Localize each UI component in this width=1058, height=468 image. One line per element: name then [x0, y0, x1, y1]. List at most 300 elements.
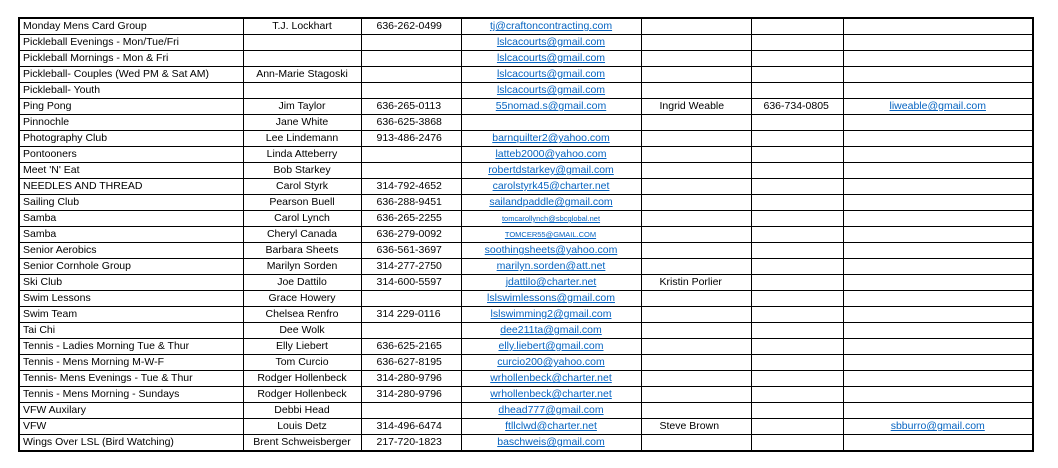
- second-phone-cell: [751, 323, 843, 339]
- contact-name-cell: [243, 51, 361, 67]
- second-contact-cell: [641, 18, 751, 35]
- email-link[interactable]: lslswimming2@gmail.com: [490, 308, 612, 320]
- group-name-cell: [19, 147, 243, 163]
- email-link[interactable]: lslswimlessons@gmail.com: [487, 292, 615, 304]
- second-contact-cell: [641, 291, 751, 307]
- second-phone-cell: [751, 307, 843, 323]
- second-email-cell: [843, 419, 1033, 435]
- second-phone-cell: [751, 371, 843, 387]
- contact-name-cell: [243, 435, 361, 452]
- contact-name-cell: [243, 67, 361, 83]
- phone-cell: [361, 291, 461, 307]
- second-phone-cell: [751, 227, 843, 243]
- group-name-text: Tennis - Ladies Morning Tue & Thur: [23, 340, 190, 352]
- contact-name-cell: [243, 115, 361, 131]
- group-name-cell: [19, 419, 243, 435]
- group-name-text: VFW Auxilary: [23, 404, 87, 416]
- phone-cell: [361, 323, 461, 339]
- contact-name-cell: [243, 355, 361, 371]
- second-phone-cell: [751, 163, 843, 179]
- second-contact-cell: [641, 163, 751, 179]
- email-link[interactable]: lslcacourts@gmail.com: [496, 52, 606, 64]
- email-cell: [461, 323, 641, 339]
- email-cell: [461, 243, 641, 259]
- group-name-cell: [19, 131, 243, 147]
- phone-text: 913-486-2476: [376, 132, 442, 144]
- contact-name-cell: [243, 195, 361, 211]
- second-email-cell: [843, 371, 1033, 387]
- contact-name-text: Elly Liebert: [276, 340, 328, 352]
- contact-name-cell: [243, 275, 361, 291]
- group-name-text: Pinnochle: [23, 116, 70, 128]
- email-cell: [461, 227, 641, 243]
- email-cell: [461, 275, 641, 291]
- contact-name-text: T.J. Lockhart: [272, 20, 332, 32]
- second-contact-cell: [641, 371, 751, 387]
- email-cell: [461, 163, 641, 179]
- email-cell: [461, 51, 641, 67]
- email-cell: [461, 99, 641, 115]
- table-row: [19, 307, 1033, 323]
- group-name-cell: [19, 307, 243, 323]
- second-contact-cell: [641, 51, 751, 67]
- second-email-cell: [843, 259, 1033, 275]
- group-name-cell: [19, 35, 243, 51]
- contact-table: [18, 17, 1034, 452]
- group-name-cell: [19, 355, 243, 371]
- second-email-cell: [843, 147, 1033, 163]
- second-phone-cell: [751, 115, 843, 131]
- table-row: [19, 291, 1033, 307]
- second-contact-cell: [641, 275, 751, 291]
- contact-name-cell: [243, 227, 361, 243]
- group-name-cell: [19, 115, 243, 131]
- group-name-text: Wings Over LSL (Bird Watching): [23, 436, 174, 448]
- second-email-cell: [843, 291, 1033, 307]
- second-phone-cell: [751, 131, 843, 147]
- group-name-cell: [19, 67, 243, 83]
- phone-text: 636-262-0499: [376, 20, 442, 32]
- table-row: [19, 243, 1033, 259]
- email-cell: [461, 195, 641, 211]
- table-row: [19, 131, 1033, 147]
- email-cell: [461, 18, 641, 35]
- table-row: [19, 51, 1033, 67]
- contact-name-text: Carol Lynch: [274, 212, 330, 224]
- group-name-text: Pickleball- Couples (Wed PM & Sat AM): [23, 68, 209, 80]
- group-name-text: Ping Pong: [23, 100, 72, 112]
- second-contact-cell: [641, 99, 751, 115]
- group-name-text: Tai Chi: [23, 324, 56, 336]
- phone-text: 636-627-8195: [376, 356, 442, 368]
- phone-text: 217-720-1823: [376, 436, 442, 448]
- email-cell: [461, 403, 641, 419]
- contact-name-cell: [243, 307, 361, 323]
- table-row: [19, 275, 1033, 291]
- contact-name-text: Joe Dattilo: [277, 276, 327, 288]
- contact-name-cell: [243, 243, 361, 259]
- second-phone-cell: [751, 195, 843, 211]
- second-email-cell: [843, 387, 1033, 403]
- group-name-text: Pickleball Evenings - Mon/Tue/Fri: [23, 36, 180, 48]
- group-name-text: Swim Lessons: [23, 292, 91, 304]
- phone-cell: [361, 163, 461, 179]
- contact-name-cell: [243, 163, 361, 179]
- contact-name-cell: [243, 403, 361, 419]
- group-name-cell: [19, 163, 243, 179]
- phone-text: 636-265-0113: [376, 100, 442, 112]
- contact-name-cell: [243, 18, 361, 35]
- phone-cell: [361, 275, 461, 291]
- second-phone-cell: [751, 147, 843, 163]
- table-row: [19, 387, 1033, 403]
- email-cell: [461, 307, 641, 323]
- phone-text: 636-625-3868: [376, 116, 442, 128]
- email-link[interactable]: latteb2000@yahoo.com: [495, 148, 607, 160]
- phone-cell: [361, 307, 461, 323]
- contact-name-text: Rodger Hollenbeck: [257, 388, 347, 400]
- second-phone-cell: [751, 275, 843, 291]
- second-contact-cell: [641, 435, 751, 452]
- second-email-cell: [843, 403, 1033, 419]
- group-name-text: Meet 'N' Eat: [23, 164, 80, 176]
- second-phone-cell: [751, 67, 843, 83]
- email-link[interactable]: marilyn.sorden@att.net: [496, 260, 606, 272]
- phone-cell: [361, 387, 461, 403]
- email-cell: [461, 83, 641, 99]
- phone-text: 636-625-2165: [376, 340, 442, 352]
- group-name-text: Tennis - Mens Morning - Sundays: [23, 388, 180, 400]
- contact-name-cell: [243, 259, 361, 275]
- contact-name-text: Chelsea Renfro: [265, 308, 339, 320]
- email-link[interactable]: sailandpaddle@gmail.com: [489, 196, 613, 208]
- contact-name-text: Grace Howery: [268, 292, 336, 304]
- second-contact-cell: [641, 339, 751, 355]
- group-name-text: Tennis- Mens Evenings - Tue & Thur: [23, 372, 193, 384]
- group-name-text: VFW: [23, 420, 47, 432]
- second-email-cell: [843, 51, 1033, 67]
- second-email-cell: [843, 355, 1033, 371]
- second-contact-text: Steve Brown: [659, 420, 720, 432]
- email-cell: [461, 259, 641, 275]
- group-name-text: Pickleball Mornings - Mon & Fri: [23, 52, 169, 64]
- second-contact-cell: [641, 227, 751, 243]
- second-phone-cell: [751, 18, 843, 35]
- group-name-text: Senior Cornhole Group: [23, 260, 131, 272]
- group-name-text: Photography Club: [23, 132, 108, 144]
- second-email-cell: [843, 163, 1033, 179]
- second-phone-cell: [751, 339, 843, 355]
- phone-cell: [361, 147, 461, 163]
- email-cell: [461, 435, 641, 452]
- contact-name-cell: [243, 339, 361, 355]
- contact-name-cell: [243, 179, 361, 195]
- contact-name-cell: [243, 147, 361, 163]
- group-name-cell: [19, 18, 243, 35]
- phone-text: 314 229-0116: [376, 308, 441, 320]
- second-contact-cell: [641, 403, 751, 419]
- table-row: [19, 67, 1033, 83]
- phone-cell: [361, 18, 461, 35]
- second-email-cell: [843, 243, 1033, 259]
- second-phone-cell: [751, 259, 843, 275]
- phone-cell: [361, 115, 461, 131]
- second-phone-cell: [751, 99, 843, 115]
- second-email-cell: [843, 18, 1033, 35]
- second-phone-cell: [751, 83, 843, 99]
- contact-name-cell: [243, 211, 361, 227]
- phone-text: 314-277-2750: [376, 260, 442, 272]
- email-link[interactable]: jdattilo@charter.net: [505, 276, 597, 288]
- second-contact-cell: [641, 419, 751, 435]
- second-email-cell: [843, 179, 1033, 195]
- group-name-cell: [19, 435, 243, 452]
- phone-text: 636-561-3697: [376, 244, 442, 256]
- contact-name-text: Louis Detz: [277, 420, 327, 432]
- email-cell: [461, 179, 641, 195]
- table-row: [19, 371, 1033, 387]
- table-row: [19, 163, 1033, 179]
- group-name-text: NEEDLES AND THREAD: [23, 180, 143, 192]
- second-phone-cell: [751, 419, 843, 435]
- group-name-cell: [19, 291, 243, 307]
- table-row: [19, 115, 1033, 131]
- second-email-cell: [843, 131, 1033, 147]
- second-email-cell: [843, 83, 1033, 99]
- group-name-text: Swim Team: [23, 308, 78, 320]
- group-name-cell: [19, 371, 243, 387]
- second-email-cell: [843, 275, 1033, 291]
- email-cell: [461, 355, 641, 371]
- second-email-cell: [843, 211, 1033, 227]
- email-link[interactable]: TOMCER55@GMAIL.COM: [504, 230, 597, 239]
- group-name-text: Pontooners: [23, 148, 77, 160]
- email-link[interactable]: wrhollenbeck@charter.net: [490, 388, 612, 400]
- email-link[interactable]: dhead777@gmail.com: [498, 404, 604, 416]
- second-phone-cell: [751, 355, 843, 371]
- second-phone-cell: [751, 179, 843, 195]
- email-link[interactable]: robertdstarkey@gmail.com: [488, 164, 614, 176]
- contact-name-cell: [243, 35, 361, 51]
- email-cell: [461, 291, 641, 307]
- email-link[interactable]: lslcacourts@gmail.com: [496, 84, 606, 96]
- second-contact-cell: [641, 147, 751, 163]
- group-name-cell: [19, 195, 243, 211]
- second-contact-cell: [641, 243, 751, 259]
- contact-name-text: Barbara Sheets: [265, 244, 339, 256]
- phone-cell: [361, 243, 461, 259]
- table-row: [19, 355, 1033, 371]
- table-row: [19, 403, 1033, 419]
- contact-name-cell: [243, 99, 361, 115]
- second-phone-cell: [751, 211, 843, 227]
- table-row: [19, 339, 1033, 355]
- email-link[interactable]: dee211ta@gmail.com: [500, 324, 602, 336]
- email-cell: [461, 147, 641, 163]
- email-link[interactable]: sbburro@gmail.com: [890, 420, 985, 432]
- phone-cell: [361, 99, 461, 115]
- second-email-cell: [843, 323, 1033, 339]
- phone-cell: [361, 227, 461, 243]
- contact-name-text: Dee Wolk: [279, 324, 325, 336]
- table-row: [19, 211, 1033, 227]
- group-name-cell: [19, 99, 243, 115]
- phone-cell: [361, 131, 461, 147]
- second-contact-cell: [641, 259, 751, 275]
- contact-name-text: Rodger Hollenbeck: [257, 372, 347, 384]
- email-link[interactable]: tomcarollynch@sbcglobal.net: [501, 214, 601, 223]
- contact-name-text: Ann-Marie Stagoski: [256, 68, 348, 80]
- contact-name-text: Lee Lindemann: [265, 132, 339, 144]
- group-name-cell: [19, 227, 243, 243]
- email-cell: [461, 131, 641, 147]
- group-name-text: Senior Aerobics: [23, 244, 97, 256]
- contact-name-cell: [243, 83, 361, 99]
- table-row: [19, 83, 1033, 99]
- group-name-text: Ski Club: [23, 276, 63, 288]
- group-name-text: Samba: [23, 212, 57, 224]
- table-row: [19, 323, 1033, 339]
- email-link[interactable]: carolstyrk45@charter.net: [492, 180, 610, 192]
- second-contact-cell: [641, 67, 751, 83]
- second-email-cell: [843, 307, 1033, 323]
- table-row: [19, 147, 1033, 163]
- contact-name-text: Cheryl Canada: [266, 228, 338, 240]
- second-email-cell: [843, 99, 1033, 115]
- group-name-text: Monday Mens Card Group: [23, 20, 147, 32]
- second-contact-cell: [641, 307, 751, 323]
- phone-cell: [361, 259, 461, 275]
- table-row: [19, 18, 1033, 35]
- second-email-cell: [843, 339, 1033, 355]
- phone-cell: [361, 435, 461, 452]
- phone-cell: [361, 403, 461, 419]
- email-cell: [461, 339, 641, 355]
- email-cell: [461, 371, 641, 387]
- second-email-cell: [843, 227, 1033, 243]
- email-link[interactable]: liweable@gmail.com: [889, 100, 986, 112]
- phone-cell: [361, 83, 461, 99]
- second-phone-cell: [751, 51, 843, 67]
- second-email-cell: [843, 67, 1033, 83]
- phone-cell: [361, 355, 461, 371]
- second-contact-cell: [641, 323, 751, 339]
- second-phone-cell: [751, 403, 843, 419]
- contact-name-cell: [243, 387, 361, 403]
- second-contact-cell: [641, 131, 751, 147]
- contact-name-text: Jane White: [275, 116, 329, 128]
- contact-name-text: Tom Curcio: [275, 356, 329, 368]
- second-contact-cell: [641, 211, 751, 227]
- phone-cell: [361, 419, 461, 435]
- group-name-text: Sailing Club: [23, 196, 80, 208]
- email-cell: [461, 115, 641, 131]
- group-name-text: Pickleball- Youth: [23, 84, 101, 96]
- phone-cell: [361, 51, 461, 67]
- contact-name-text: Jim Taylor: [278, 100, 326, 112]
- email-link[interactable]: lslcacourts@gmail.com: [496, 36, 606, 48]
- email-link[interactable]: baschweis@gmail.com: [497, 436, 605, 448]
- phone-cell: [361, 35, 461, 51]
- phone-cell: [361, 371, 461, 387]
- phone-text: 636-265-2255: [376, 212, 442, 224]
- group-name-cell: [19, 275, 243, 291]
- table-row: [19, 419, 1033, 435]
- group-name-cell: [19, 179, 243, 195]
- email-link[interactable]: barnquilter2@yahoo.com: [492, 132, 610, 144]
- table-row: [19, 259, 1033, 275]
- email-cell: [461, 419, 641, 435]
- phone-text: 314-600-5597: [376, 276, 442, 288]
- contact-name-text: Carol Styrk: [276, 180, 328, 192]
- email-cell: [461, 211, 641, 227]
- second-contact-cell: [641, 355, 751, 371]
- contact-name-cell: [243, 419, 361, 435]
- contact-name-text: Marilyn Sorden: [266, 260, 338, 272]
- email-link[interactable]: tj@craftoncontracting.com: [489, 20, 613, 32]
- second-contact-cell: [641, 179, 751, 195]
- phone-text: 636-288-9451: [376, 196, 442, 208]
- second-phone-cell: [751, 387, 843, 403]
- second-email-cell: [843, 435, 1033, 452]
- table-row: [19, 99, 1033, 115]
- phone-text: 314-496-6474: [376, 420, 442, 432]
- phone-cell: [361, 195, 461, 211]
- contact-name-cell: [243, 291, 361, 307]
- email-link[interactable]: curcio200@yahoo.com: [497, 356, 605, 368]
- second-phone-cell: [751, 291, 843, 307]
- second-phone-cell: [751, 435, 843, 452]
- phone-text: 314-280-9796: [376, 388, 442, 400]
- group-name-cell: [19, 83, 243, 99]
- contact-name-cell: [243, 131, 361, 147]
- group-name-cell: [19, 339, 243, 355]
- second-contact-cell: [641, 35, 751, 51]
- second-contact-cell: [641, 83, 751, 99]
- table-row: [19, 179, 1033, 195]
- contact-name-text: Bob Starkey: [273, 164, 331, 176]
- phone-cell: [361, 67, 461, 83]
- group-name-cell: [19, 243, 243, 259]
- second-email-cell: [843, 115, 1033, 131]
- group-name-cell: [19, 211, 243, 227]
- table-row: [19, 227, 1033, 243]
- phone-text: 636-279-0092: [376, 228, 442, 240]
- group-name-cell: [19, 259, 243, 275]
- table-row: [19, 435, 1033, 452]
- group-name-cell: [19, 403, 243, 419]
- email-link[interactable]: elly.liebert@gmail.com: [498, 340, 604, 352]
- second-phone-cell: [751, 35, 843, 51]
- phone-cell: [361, 339, 461, 355]
- phone-cell: [361, 179, 461, 195]
- email-link[interactable]: soothingsheets@yahoo.com: [484, 244, 618, 256]
- phone-cell: [361, 211, 461, 227]
- email-cell: [461, 35, 641, 51]
- contact-name-text: Brent Schweisberger: [253, 436, 351, 448]
- second-email-cell: [843, 35, 1033, 51]
- second-contact-cell: [641, 387, 751, 403]
- group-name-cell: [19, 323, 243, 339]
- contact-name-cell: [243, 323, 361, 339]
- email-link[interactable]: wrhollenbeck@charter.net: [490, 372, 612, 384]
- email-link[interactable]: ftllclwd@charter.net: [505, 420, 597, 432]
- second-contact-text: Ingrid Weable: [659, 100, 725, 112]
- group-name-text: Tennis - Mens Morning M-W-F: [23, 356, 165, 368]
- contact-name-text: Linda Atteberry: [266, 148, 338, 160]
- email-link[interactable]: lslcacourts@gmail.com: [496, 68, 606, 80]
- email-link[interactable]: 55nomad.s@gmail.com: [495, 100, 607, 112]
